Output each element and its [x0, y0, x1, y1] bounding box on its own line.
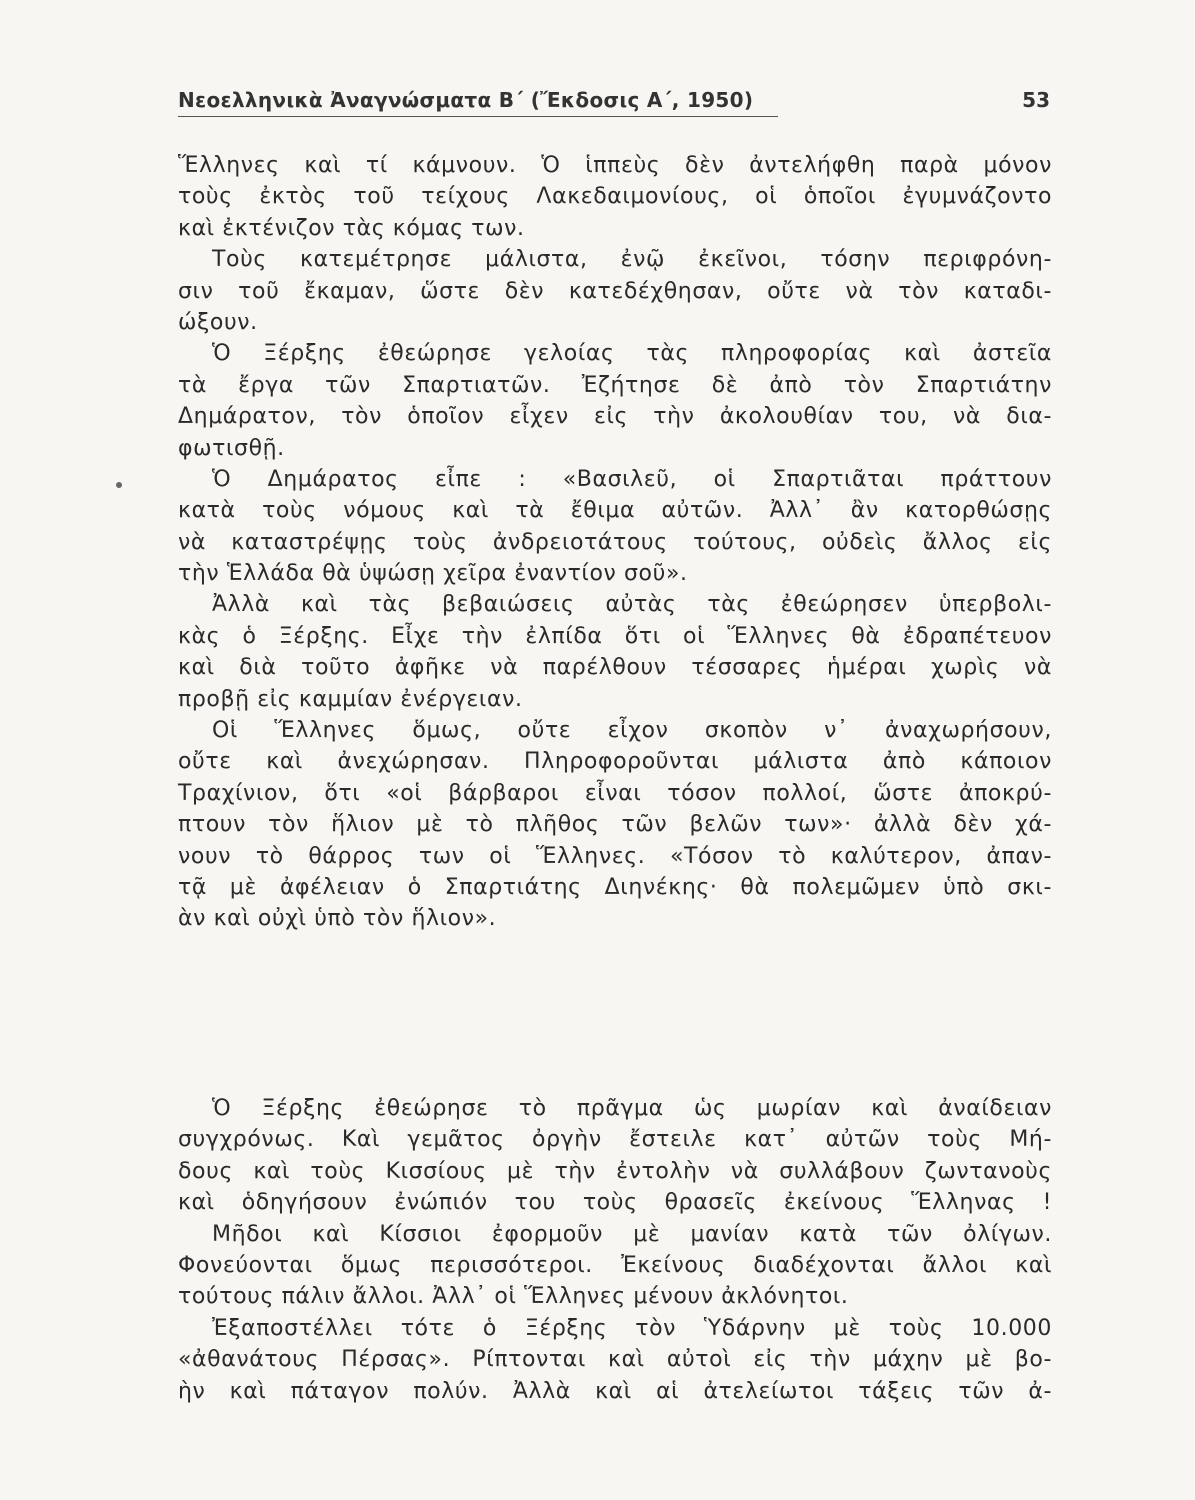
text-line: «ἀθανάτους Πέρσας». Ρίπτονται καὶ αὐτοὶ εἰς τὴν μάχην μὲ βο-	[178, 1347, 1052, 1373]
text-line: τὰ ἔργα τῶν Σπαρτιατῶν. Ἐζήτησε δὲ ἀπὸ τὸν Σπαρτιάτην	[178, 372, 1052, 398]
page-number: 53	[1022, 88, 1050, 112]
text-line: Ἕλληνες καὶ τί κάμνουν. Ὁ ἱππεὺς δὲν ἀντελήφθη παρὰ μόνον	[178, 153, 1052, 178]
text-line: Ἀλλὰ καὶ τὰς βεβαιώσεις αὐτὰς τὰς ἐθεώρησεν ὑπερβολι-	[212, 592, 1052, 618]
text-line: ώξουν.	[178, 309, 258, 335]
text-line: Ὁ Δημάρατος εἶπε : «Βασιλεῦ, οἱ Σπαρτιᾶται πράττουν	[212, 466, 1052, 492]
text-line: Ὁ Ξέρξης ἐθεώρησε γελοίας τὰς πληροφορίας καὶ ἀστεῖα	[212, 341, 1052, 367]
text-line: Τοὺς κατεμέτρησε μάλιστα, ἐνῷ ἐκεῖνοι, τόσην περιφρόνη-	[212, 247, 1052, 273]
text-line: προβῇ εἰς καμμίαν ἐνέργειαν.	[178, 686, 523, 712]
text-line: κατὰ τοὺς νόμους καὶ τὰ ἔθιμα αὐτῶν. Ἀλλ᾽ ἂν κατορθώσῃς	[178, 498, 1052, 524]
text-line: Δημάρατον, τὸν ὁποῖον εἶχεν εἰς τὴν ἀκολουθίαν του, νὰ δια-	[178, 404, 1052, 430]
text-line: τὴν Ἑλλάδα θὰ ὑψώσῃ χεῖρα ἐναντίον σοῦ».	[178, 561, 688, 587]
text-line: Οἱ Ἕλληνες ὅμως, οὔτε εἶχον σκοπὸν ν᾽ ἀναχωρήσουν,	[212, 718, 1052, 744]
text-line: Μῆδοι καὶ Κίσσιοι ἐφορμοῦν μὲ μανίαν κατὰ τῶν ὀλίγων.	[212, 1221, 1052, 1247]
text-line: Τραχίνιον, ὅτι «οἱ βάρβαροι εἶναι τόσον πολλοί, ὥστε ἀποκρύ-	[178, 780, 1052, 806]
body-text-section-2	[178, 1093, 1052, 1407]
text-line: νουν τὸ θάρρος των οἱ Ἕλληνες. «Τόσον τὸ καλύτερον, ἀπαν-	[178, 843, 1052, 869]
text-line: τοὺς ἐκτὸς τοῦ τείχους Λακεδαιμονίους, οἱ ὁποῖοι ἐγυμνάζοντο	[178, 184, 1052, 210]
text-line: πτουν τὸν ἥλιον μὲ τὸ πλῆθος τῶν βελῶν των»· ἀλλὰ δὲν χά-	[178, 812, 1052, 838]
margin-dot	[116, 482, 122, 488]
text-line: τᾷ μὲ ἀφέλειαν ὁ Σπαρτιάτης Διηνέκης· θὰ πολεμῶμεν ὑπὸ σκι-	[178, 874, 1052, 900]
text-line: Φονεύονται ὅμως περισσότεροι. Ἐκείνους διαδέχονται ἄλλοι καὶ	[178, 1252, 1052, 1278]
header-rule	[178, 116, 778, 117]
text-line: Ἐξαποστέλλει τότε ὁ Ξέρξης τὸν Ὑδάρνην μὲ τοὺς 10.000	[212, 1315, 1052, 1341]
text-line: κὰς ὁ Ξέρξης. Εἶχε τὴν ἐλπίδα ὅτι οἱ Ἕλληνες θὰ ἐδραπέτευον	[178, 623, 1052, 649]
text-line: καὶ ὁδηγήσουν ἐνώπιόν του τοὺς θρασεῖς ἐκείνους Ἕλληνας !	[178, 1190, 1052, 1216]
text-line: ὰν καὶ οὐχὶ ὑπὸ τὸν ἥλιον».	[178, 906, 497, 932]
text-line: δους καὶ τοὺς Κισσίους μὲ τὴν ἐντολὴν νὰ συλλάβουν ζωντανοὺς	[178, 1158, 1052, 1184]
text-line: σιν τοῦ ἔκαμαν, ὥστε δὲν κατεδέχθησαν, οὔτε νὰ τὸν καταδι-	[178, 278, 1052, 304]
text-line: φωτισθῇ.	[178, 435, 285, 461]
text-line: νὰ καταστρέψῃς τοὺς ἀνδρειοτάτους τούτους, οὐδεὶς ἄλλος εἰς	[178, 529, 1052, 555]
text-line: τούτους πάλιν ἄλλοι. Ἀλλ᾽ οἱ Ἕλληνες μένουν ἀκλόνητοι.	[178, 1284, 849, 1310]
text-line: καὶ διὰ τοῦτο ἀφῆκε νὰ παρέλθουν τέσσαρες ἡμέραι χωρὶς νὰ	[178, 655, 1052, 681]
text-line: οὔτε καὶ ἀνεχώρησαν. Πληροφοροῦνται μάλιστα ἀπὸ κάποιον	[178, 749, 1052, 775]
running-header	[178, 88, 1050, 118]
header-title: Νεοελληνικὰ Ἀναγνώσματα Β΄ (Ἔκδοσις Α΄, 1950)	[178, 88, 754, 112]
text-line: συγχρόνως. Καὶ γεμᾶτος ὀργὴν ἔστειλε κατ᾽ αὐτῶν τοὺς Μή-	[178, 1127, 1052, 1153]
body-text-section-1	[178, 150, 1052, 935]
text-line: ὴν καὶ πάταγον πολύν. Ἀλλὰ καὶ αἱ ἀτελείωτοι τάξεις τῶν ἀ-	[178, 1378, 1052, 1404]
text-line: καὶ ἐκτένιζον τὰς κόμας των.	[178, 215, 525, 241]
text-line: Ὁ Ξέρξης ἐθεώρησε τὸ πρᾶγμα ὡς μωρίαν καὶ ἀναίδειαν	[212, 1096, 1052, 1121]
